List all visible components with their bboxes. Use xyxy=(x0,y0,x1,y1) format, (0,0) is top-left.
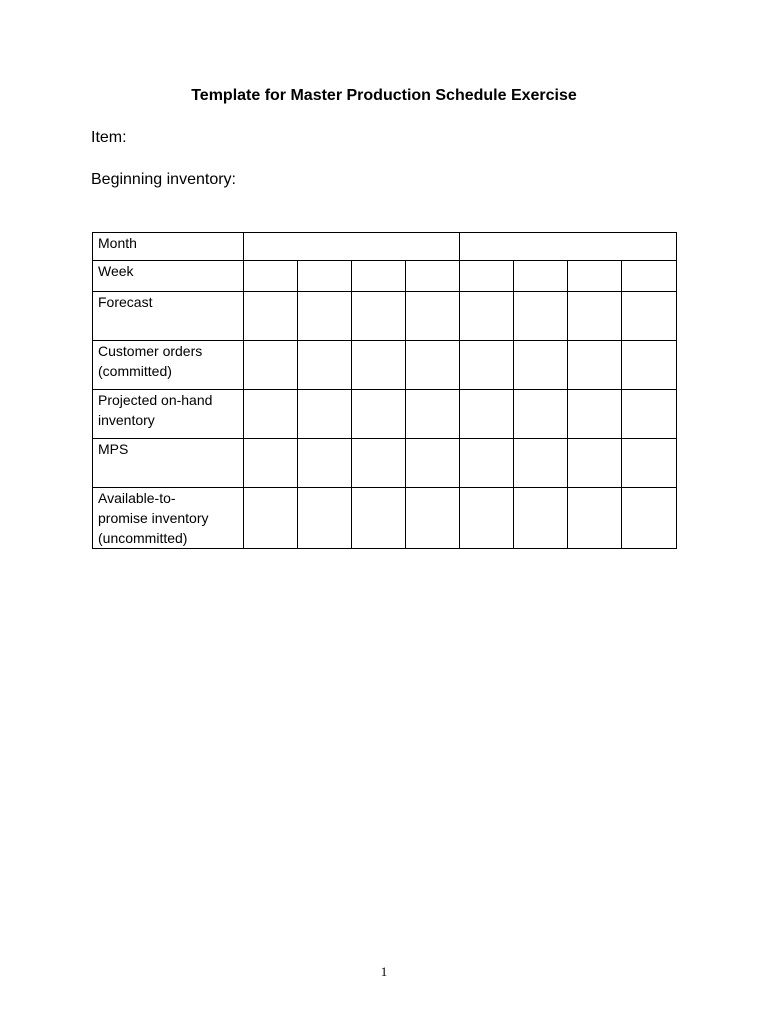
mps-cell xyxy=(622,439,677,488)
row-label-projected-on-hand xyxy=(93,390,244,439)
customer-orders-cell xyxy=(568,341,622,390)
week-cell xyxy=(352,261,406,292)
forecast-cell xyxy=(622,292,677,341)
item-label: Item: xyxy=(91,129,127,146)
mps-table xyxy=(92,232,677,549)
row-label-line: promise inventory xyxy=(98,510,209,526)
customer-orders-cell xyxy=(406,341,460,390)
atp-cell xyxy=(244,488,298,549)
projected-on-hand-cell xyxy=(514,390,568,439)
mps-cell xyxy=(514,439,568,488)
mps-cell xyxy=(244,439,298,488)
atp-cell xyxy=(406,488,460,549)
mps-cell xyxy=(460,439,514,488)
atp-cell xyxy=(460,488,514,549)
projected-on-hand-cell xyxy=(460,390,514,439)
row-label-line: (uncommitted) xyxy=(98,530,188,546)
mps-cell xyxy=(568,439,622,488)
month-cell-1 xyxy=(244,233,460,261)
table-row-mps xyxy=(93,439,677,488)
mps-cell xyxy=(298,439,352,488)
row-label-line: Available-to- xyxy=(98,490,176,506)
forecast-cell xyxy=(352,292,406,341)
forecast-cell xyxy=(406,292,460,341)
mps-cell xyxy=(352,439,406,488)
customer-orders-cell xyxy=(352,341,406,390)
table-row-forecast xyxy=(93,292,677,341)
week-cell xyxy=(406,261,460,292)
table-row-month xyxy=(93,233,677,261)
row-label-customer-orders xyxy=(93,341,244,390)
row-label-week: Week xyxy=(93,261,244,292)
mps-cell xyxy=(406,439,460,488)
forecast-cell xyxy=(244,292,298,341)
row-label-forecast: Forecast xyxy=(93,292,244,341)
forecast-cell xyxy=(568,292,622,341)
forecast-cell xyxy=(298,292,352,341)
customer-orders-cell xyxy=(298,341,352,390)
month-cell-2 xyxy=(460,233,677,261)
page-number: 1 xyxy=(380,964,388,979)
week-cell xyxy=(568,261,622,292)
projected-on-hand-cell xyxy=(406,390,460,439)
projected-on-hand-cell xyxy=(622,390,677,439)
beginning-inventory-label: Beginning inventory: xyxy=(91,171,236,188)
customer-orders-cell xyxy=(622,341,677,390)
page-title: Template for Master Production Schedule Exercise xyxy=(191,87,577,104)
row-label-month: Month xyxy=(93,233,244,261)
customer-orders-cell xyxy=(514,341,568,390)
projected-on-hand-cell xyxy=(298,390,352,439)
week-cell xyxy=(514,261,568,292)
table-row-week xyxy=(93,261,677,292)
customer-orders-cell xyxy=(460,341,514,390)
week-cell xyxy=(244,261,298,292)
customer-orders-cell xyxy=(244,341,298,390)
week-cell xyxy=(298,261,352,292)
atp-cell xyxy=(622,488,677,549)
projected-on-hand-cell xyxy=(352,390,406,439)
week-cell xyxy=(460,261,514,292)
week-cell xyxy=(622,261,677,292)
forecast-cell xyxy=(460,292,514,341)
row-label-available-to-promise xyxy=(93,488,244,549)
row-label-line: inventory xyxy=(98,412,155,428)
projected-on-hand-cell xyxy=(244,390,298,439)
table-row-available-to-promise xyxy=(93,488,677,549)
atp-cell xyxy=(298,488,352,549)
row-label-line: Customer orders xyxy=(98,343,203,359)
atp-cell xyxy=(568,488,622,549)
projected-on-hand-cell xyxy=(568,390,622,439)
row-label-line: Projected on-hand xyxy=(98,392,213,408)
forecast-cell xyxy=(514,292,568,341)
atp-cell xyxy=(514,488,568,549)
atp-cell xyxy=(352,488,406,549)
row-label-line: (committed) xyxy=(98,363,172,379)
table-row-projected-on-hand xyxy=(93,390,677,439)
row-label-mps: MPS xyxy=(93,439,244,488)
table-row-customer-orders xyxy=(93,341,677,390)
